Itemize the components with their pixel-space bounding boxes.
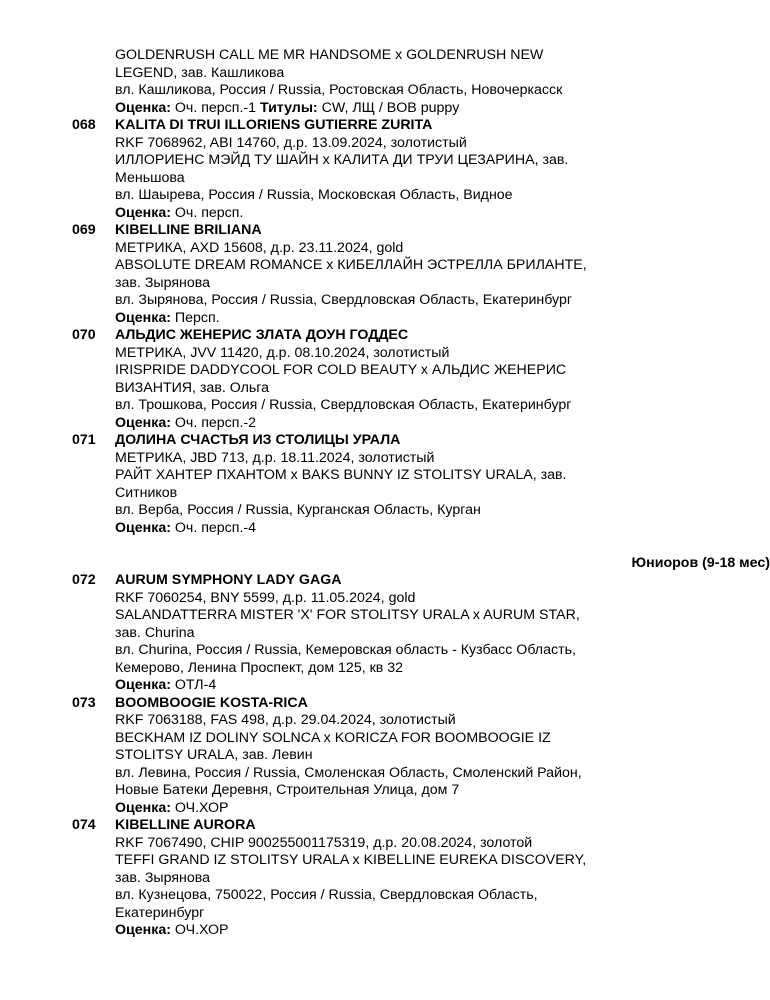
entry-number: 071: [72, 432, 96, 448]
grade-value: Оч. персп.-2: [174, 414, 256, 431]
registration-line: МЕТРИКА, AXD 15608, д.р. 23.11.2024, gold: [115, 239, 404, 256]
owner-line: вл. Churina, Россия / Russia, Кемеровская область - Кузбасс Область,: [115, 642, 576, 658]
pedigree-line: ABSOLUTE DREAM ROMANCE x КИБЕЛЛАЙН ЭСТРЕЛЛА БРИЛАНТЕ,: [115, 257, 587, 273]
breeder-line: зав. Зырянова: [115, 274, 210, 291]
grade-line: [115, 415, 655, 433]
owner-line: вл. Левина, Россия / Russia, Смоленская Область, Смоленский Район,: [115, 764, 582, 781]
registration-line: МЕТРИКА, JVV 11420, д.р. 08.10.2024, золотистый: [115, 344, 450, 361]
entry-number: 068: [72, 117, 96, 133]
owner-line: вл. Трошкова, Россия / Russia, Свердловская Область, Екатеринбург: [115, 397, 572, 413]
pedigree-line: TEFFI GRAND IZ STOLITSY URALA x KIBELLINE EUREKA DISCOVERY,: [115, 852, 587, 868]
grade-value: Оч. персп.-4: [174, 519, 256, 536]
entry-name: BOOMBOOGIE KOSTA-RICA: [115, 694, 308, 711]
entry-number: 070: [72, 327, 96, 343]
registration-line: RKF 7063188, FAS 498, д.р. 29.04.2024, золотистый: [115, 712, 456, 728]
owner-address-line: Кемерово, Ленина Проспект, дом 125, кв 32: [115, 659, 404, 676]
entry-name: AURUM SYMPHONY LADY GAGA: [115, 572, 342, 588]
owner-line: вл. Кашликова, Россия / Russia, Ростовская Область, Новочеркасск: [115, 82, 563, 98]
entry-number: 073: [72, 694, 96, 711]
grade-value: Оч. персп.-1: [174, 99, 256, 116]
owner-line: вл. Шаырева, Россия / Russia, Московская Область, Видное: [115, 187, 513, 203]
pedigree-line: SALANDATTERRA MISTER 'X' FOR STOLITSY URALA x AURUM STAR,: [115, 607, 580, 623]
breeder-line: ВИЗАНТИЯ, зав. Ольга: [115, 379, 270, 396]
entry-number: 069: [72, 222, 96, 238]
catalog-listing: [72, 47, 770, 940]
registration-line: RKF 7068962, ABI 14760, д.р. 13.09.2024, золотистый: [115, 134, 467, 151]
entry-name: АЛЬДИС ЖЕНЕРИС ЗЛАТА ДОУН ГОДДЕС: [115, 327, 409, 343]
grade-label: Оценка:: [115, 309, 171, 326]
entry-069: [72, 222, 655, 327]
registration-line: RKF 7060254, BNY 5599, д.р. 11.05.2024, gold: [115, 589, 416, 606]
entry-continuation: [115, 47, 655, 117]
pedigree-line: BECKHAM IZ DOLINY SOLNCA x KORICZA FOR BOOMBOOGIE IZ: [115, 729, 551, 746]
entry-number: 074: [72, 817, 96, 833]
entry-number: 072: [72, 572, 96, 588]
grade-line: [115, 800, 655, 818]
grade-value: ОТЛ-4: [174, 677, 217, 693]
grade-line: [115, 310, 655, 328]
grade-label: Оценка:: [115, 519, 171, 536]
grade-label: Оценка:: [115, 677, 171, 693]
grade-value: Персп.: [174, 309, 220, 326]
breeder-line: Меньшова: [115, 169, 185, 186]
registration-line: МЕТРИКА, JBD 713, д.р. 18.11.2024, золотистый: [115, 449, 435, 466]
breeder-line: LEGEND, зав. Кашликова: [115, 64, 285, 81]
grade-line: [115, 205, 655, 223]
titles-value: CW, ЛЩ / BOB puppy: [321, 99, 460, 116]
registration-line: RKF 7067490, CHIP 900255001175319, д.р. 20.08.2024, золотой: [115, 834, 533, 851]
grade-line: [115, 677, 655, 695]
grade-line: [115, 100, 655, 118]
grade-label: Оценка:: [115, 922, 171, 938]
breeder-line: зав. Churina: [115, 624, 195, 641]
entry-068: [72, 117, 655, 222]
grade-label: Оценка:: [115, 799, 171, 816]
pedigree-line: РАЙТ ХАНТЕР ПХАНТОМ x BAKS BUNNY IZ STOLITSY URALA, зав.: [115, 467, 567, 483]
entry-073: [72, 694, 655, 818]
breeder-line: Ситников: [115, 484, 178, 501]
grade-label: Оценка:: [115, 414, 171, 431]
entry-072: [72, 572, 655, 695]
entry-name: KIBELLINE BRILIANA: [115, 222, 262, 238]
breeder-line: зав. Зырянова: [115, 869, 210, 886]
entry-071: [72, 432, 655, 537]
grade-label: Оценка:: [115, 99, 171, 116]
entry-name: KIBELLINE AURORA: [115, 817, 256, 833]
grade-line: [115, 520, 655, 538]
grade-value: ОЧ.ХОР: [174, 922, 229, 938]
entry-070: [72, 327, 655, 432]
pedigree-line: IRISPRIDE DADDYCOOL FOR COLD BEAUTY x АЛЬДИС ЖЕНЕРИС: [115, 362, 567, 378]
owner-address-line: Екатеринбург: [115, 904, 205, 921]
pedigree-line: ИЛЛОРИЕНС МЭЙД ТУ ШАЙН х КАЛИТА ДИ ТРУИ ЦЕЗАРИНА, зав.: [115, 152, 569, 168]
grade-label: Оценка:: [115, 204, 171, 221]
owner-line: вл. Зырянова, Россия / Russia, Свердловская Область, Екатеринбург: [115, 292, 573, 308]
pedigree-line: GOLDENRUSH CALL ME MR HANDSOME x GOLDENRUSH NEW: [115, 47, 544, 63]
entry-name: KALITA DI TRUI ILLORIENS GUTIERRE ZURITA: [115, 117, 433, 133]
grade-line: [115, 922, 655, 940]
owner-line: вл. Кузнецова, 750022, Россия / Russia, Свердловская Область,: [115, 887, 538, 903]
entry-074: [72, 817, 655, 940]
breeder-line: STOLITSY URALA, зав. Левин: [115, 747, 313, 763]
owner-line: вл. Верба, Россия / Russia, Курганская Область, Курган: [115, 502, 481, 518]
owner-address-line: Новые Батеки Деревня, Строительная Улица, дом 7: [115, 782, 460, 798]
entry-name: ДОЛИНА СЧАСТЬЯ ИЗ СТОЛИЦЫ УРАЛА: [115, 432, 401, 448]
section-heading: Юниоров (9-18 мес): [631, 554, 770, 571]
grade-value: ОЧ.ХОР: [174, 799, 229, 816]
titles-label: Титулы:: [259, 99, 318, 116]
grade-value: Оч. персп.: [174, 204, 244, 221]
